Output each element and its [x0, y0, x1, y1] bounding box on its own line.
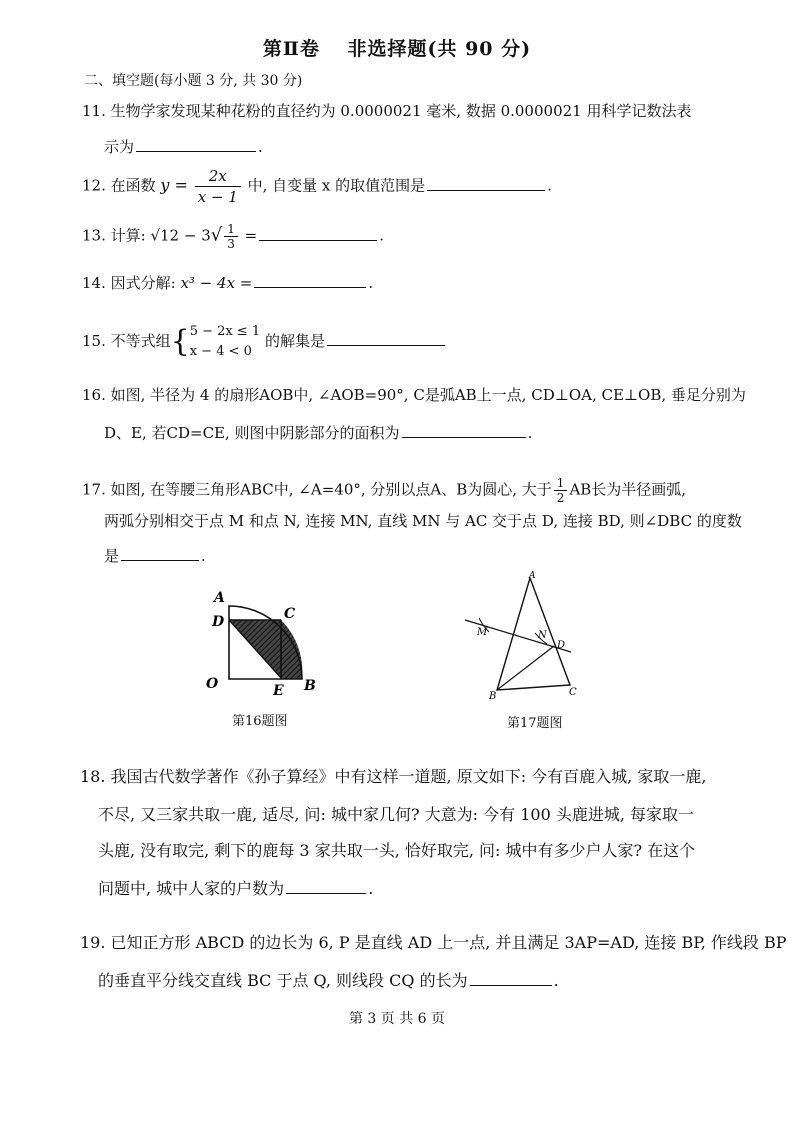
label-b: B — [489, 691, 497, 702]
figure-16-sector — [200, 582, 330, 702]
question-16-line1: 16. 如图, 半径为 4 的扇形AOB中, ∠AOB=90°, C是弧AB上一点, CD⊥OA, CE⊥OB, 垂足分别为 — [82, 386, 746, 404]
figure-16-caption: 第16题图 — [232, 714, 288, 729]
question-19-text: 的垂直平分线交直线 BC 于点 Q, 则线段 CQ 的长为 — [98, 971, 468, 990]
question-17-line2: 两弧分别相交于点 M 和点 N, 连接 MN, 直线 MN 与 AC 交于点 D, 连接 BD, 则∠DBC 的度数 — [104, 512, 742, 530]
question-17-line1 — [82, 476, 686, 505]
question-17-text-c: 是 — [104, 547, 120, 565]
question-14-prefix: 14. 因式分解: — [82, 274, 181, 292]
question-16-text: D、E, 若CD=CE, 则图中阴影部分的面积为 — [104, 424, 400, 442]
fraction-numerator: 1 — [554, 476, 568, 491]
answer-blank-16[interactable] — [402, 436, 526, 438]
shaded-region — [229, 620, 302, 679]
page-footer: 第 3 页 共 6 页 — [348, 1011, 446, 1027]
answer-blank-14[interactable] — [254, 286, 366, 288]
label-c: C — [284, 606, 296, 622]
question-18-line1: 18. 我国古代数学著作《孙子算经》中有这样一道题, 原文如下: 今有百鹿入城, 家取一鹿, — [80, 767, 707, 786]
question-12-prefix: 12. 在函数 — [82, 176, 161, 195]
answer-blank-13[interactable] — [259, 239, 377, 241]
function-y: y = — [160, 175, 188, 195]
fraction-numerator: 2x — [195, 166, 241, 187]
question-15 — [82, 322, 447, 362]
figure-17-triangle — [445, 568, 585, 703]
triangle-abc — [497, 578, 570, 690]
fraction-denominator: 3 — [227, 237, 235, 251]
equals-sign: = — [239, 226, 258, 245]
answer-blank-17[interactable] — [121, 559, 199, 561]
question-11-line1: 11. 生物学家发现某种花粉的直径约为 0.0000021 毫米, 数据 0.0000021 用科学记数法表 — [82, 102, 692, 120]
question-13-prefix: 13. 计算: — [82, 226, 151, 245]
question-17-text-b: AB长为半径画弧, — [569, 480, 687, 499]
label-m: M — [477, 627, 488, 638]
label-d: D — [212, 614, 225, 630]
answer-blank-19[interactable] — [470, 984, 552, 986]
label-n: N — [538, 630, 547, 641]
question-18-line4: 问题中, 城中人家的户数为 . — [98, 879, 374, 898]
question-16-line2: D、E, 若CD=CE, 则图中阴影部分的面积为 . — [104, 424, 533, 442]
label-c: C — [569, 687, 577, 698]
answer-blank-18[interactable] — [286, 892, 366, 894]
label-e: E — [273, 683, 284, 699]
fraction-numerator: 1 — [224, 222, 238, 237]
question-14: 14. 因式分解: x³ − 4x = . — [82, 274, 374, 292]
label-o: O — [206, 676, 219, 692]
segment-bd — [497, 646, 554, 690]
expression-x-cubed: x³ − 4x = — [180, 274, 253, 292]
label-a: A — [214, 590, 225, 606]
question-17-text-a: 17. 如图, 在等腰三角形ABC中, ∠A=40°, 分别以点A、B为圆心, 大于 — [82, 480, 552, 499]
section-heading: 二、填空题(每小题 3 分, 共 30 分) — [84, 73, 303, 89]
label-b: B — [304, 678, 316, 694]
inequality-2: x − 4 < 0 — [189, 344, 252, 359]
question-18-line3: 头鹿, 没有取完, 剩下的鹿每 3 家共取一头, 恰好取完, 问: 城中有多少户人家? 在这个 — [98, 841, 696, 860]
question-15-suffix: 的解集是 — [260, 332, 325, 350]
inequality-system — [190, 322, 260, 362]
question-17-line3: 是 . — [104, 547, 206, 565]
question-19-line2: 的垂直平分线交直线 BC 于点 Q, 则线段 CQ 的长为 . — [98, 971, 559, 990]
question-11-line2: 示为 . — [104, 138, 263, 156]
answer-blank-15[interactable] — [327, 344, 445, 346]
label-a: A — [529, 571, 536, 581]
question-19-line1: 19. 已知正方形 ABCD 的边长为 6, P 是直线 AD 上一点, 并且满足 3AP=AD, 连接 BP, 作线段 BP — [80, 933, 787, 952]
question-11-text: 示为 — [104, 138, 135, 156]
question-12: 12. 在函数 y = $\frac{2x}{x - 1}$ 中, 自变量 x 的取值范围是 . — [82, 167, 552, 206]
question-13: 13. 计算: √12 − 3√ $\frac{1}{3}$ = . — [82, 222, 384, 251]
expression-sqrt12: √12 − 3 — [150, 226, 211, 245]
question-15-prefix: 15. 不等式组 — [82, 332, 171, 350]
answer-blank-12[interactable] — [427, 189, 545, 191]
question-18-text: 问题中, 城中人家的户数为 — [98, 879, 285, 898]
label-d: D — [557, 640, 566, 651]
fraction-denominator: 2 — [556, 491, 565, 505]
fraction-one-third — [224, 222, 238, 251]
brace-icon: { — [170, 324, 190, 359]
page-title: 第Ⅱ卷 非选择题(共 90 分) — [262, 38, 532, 60]
answer-blank-11[interactable] — [136, 150, 256, 152]
fraction-denominator: x − 1 — [197, 188, 238, 206]
fraction-one-half — [554, 476, 568, 505]
fraction-2x-over-x-minus-1 — [195, 166, 241, 207]
question-12-suffix: 中, 自变量 x 的取值范围是 — [247, 176, 426, 195]
figure-17-caption: 第17题图 — [507, 716, 563, 731]
question-18-line2: 不尽, 又三家共取一鹿, 适尽, 问: 城中家几何? 大意为: 今有 100 头鹿进城, 每家取一 — [98, 805, 695, 824]
inequality-1: 5 − 2x ≤ 1 — [189, 324, 261, 339]
